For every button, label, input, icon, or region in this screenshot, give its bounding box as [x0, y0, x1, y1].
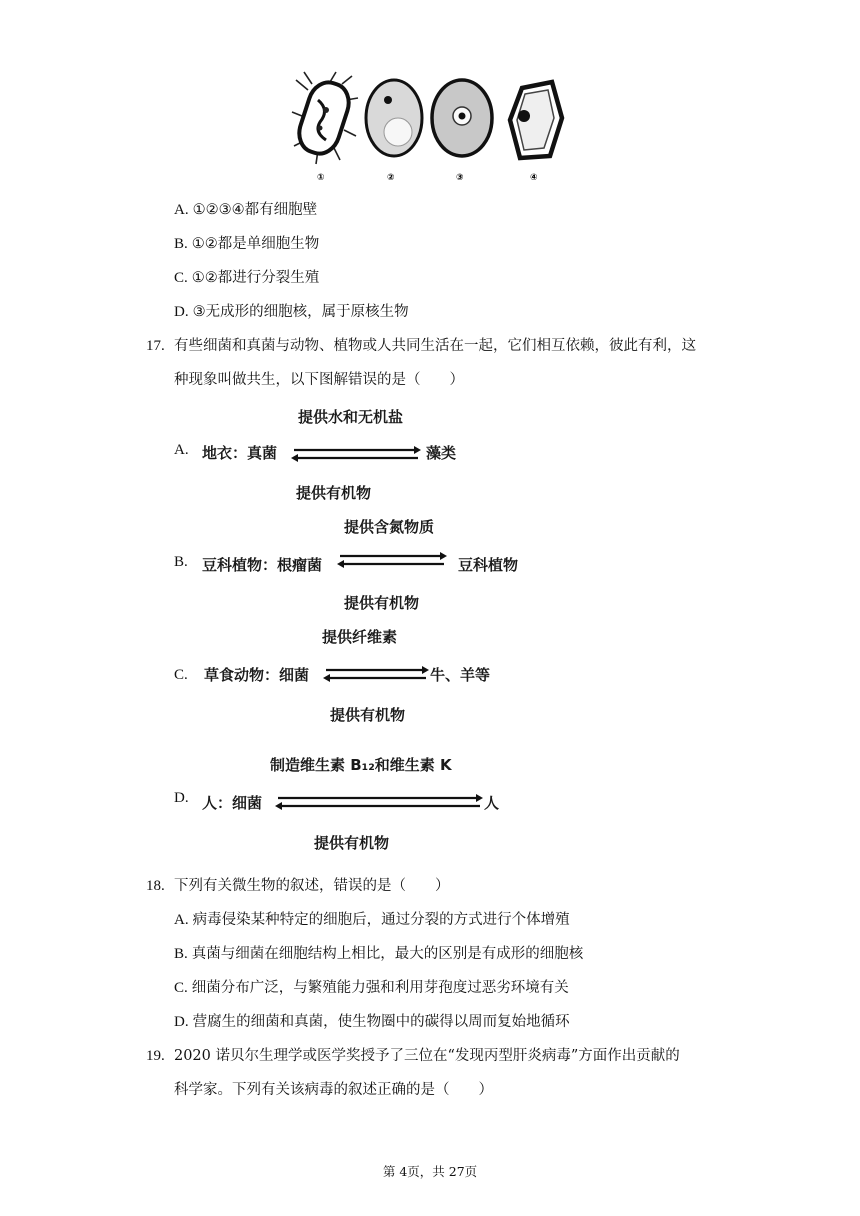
q17-a-letter: A.: [174, 442, 189, 458]
q17-d-right-label: 人: [484, 794, 500, 812]
q17-c-left-label: 草食动物：细菌: [204, 666, 310, 684]
q16-option-a: A. ①②③④都有细胞壁: [174, 202, 318, 218]
q17-a-right-label: 藻类: [426, 444, 457, 462]
q17-c-arrows: [322, 666, 430, 682]
q16-option-c: C. ①②都进行分裂生殖: [174, 270, 320, 286]
q17-a-bottom-label: 提供有机物: [296, 484, 372, 502]
q17-c-top-label: 提供纤维素: [322, 628, 398, 646]
q17-c-right-label: 牛、羊等: [430, 666, 491, 684]
cell-label-3: ③: [456, 173, 464, 183]
q18-option-b: B. 真菌与细菌在细胞结构上相比，最大的区别是有成形的细胞核: [174, 946, 584, 962]
q17-c-bottom-label: 提供有机物: [330, 706, 406, 724]
q18-option-d: D. 营腐生的细菌和真菌，使生物圈中的碳得以周而复始地循环: [174, 1014, 570, 1030]
yeast-cell: [366, 80, 422, 156]
q17-b-right-label: 豆科植物: [458, 556, 519, 574]
q17-d-letter: D.: [174, 790, 189, 806]
q16-option-d: D. ③无成形的细胞核，属于原核生物: [174, 304, 409, 320]
q17-d-arrows: [274, 794, 484, 810]
q17-b-left-label: 豆科植物：根瘤菌: [202, 556, 323, 574]
cell-label-4: ④: [530, 173, 538, 183]
q17-a-left-label: 地衣：真菌: [202, 444, 278, 462]
q18-stem: 18. 下列有关微生物的叙述，错误的是（ ）: [146, 878, 450, 894]
cells-figure: [290, 70, 580, 188]
q17-a-arrows: [290, 446, 422, 462]
q17-d-bottom-label: 提供有机物: [314, 834, 390, 852]
q17-stem-line2: 种现象叫做共生，以下图解错误的是（ ）: [174, 372, 464, 388]
q18-option-a: A. 病毒侵染某种特定的细胞后，通过分裂的方式进行个体增殖: [174, 912, 570, 928]
q18-option-c: C. 细菌分布广泛，与繁殖能力强和利用芽孢度过恶劣环境有关: [174, 980, 569, 996]
q16-option-b: B. ①②都是单细胞生物: [174, 236, 320, 252]
cell-label-2: ②: [387, 173, 395, 183]
plant-cell: [510, 82, 562, 158]
q17-d-top-label: 制造维生素 B₁₂和维生素 K: [270, 756, 452, 774]
q19-stem-line1: 19. 2020 诺贝尔生理学或医学奖授予了三位在“发现丙型肝炎病毒”方面作出贡献的: [146, 1048, 680, 1064]
cell-label-1: ①: [317, 173, 325, 183]
q17-c-letter: C.: [174, 667, 188, 683]
bacterium-cell: [292, 72, 358, 164]
q17-b-letter: B.: [174, 554, 188, 570]
q19-stem-line2: 科学家。下列有关该病毒的叙述正确的是（ ）: [174, 1082, 493, 1098]
page-footer: 第 4页，共 27页: [382, 1164, 478, 1179]
q17-a-top-label: 提供水和无机盐: [298, 408, 404, 426]
q17-d-left-label: 人：细菌: [202, 794, 263, 812]
q17-b-top-label: 提供含氮物质: [344, 518, 435, 536]
q17-b-arrows: [336, 552, 448, 568]
animal-cell: [432, 80, 492, 156]
q17-b-bottom-label: 提供有机物: [344, 594, 420, 612]
q17-stem-line1: 17. 有些细菌和真菌与动物、植物或人共同生活在一起，它们相互依赖，彼此有利，这: [146, 338, 696, 354]
